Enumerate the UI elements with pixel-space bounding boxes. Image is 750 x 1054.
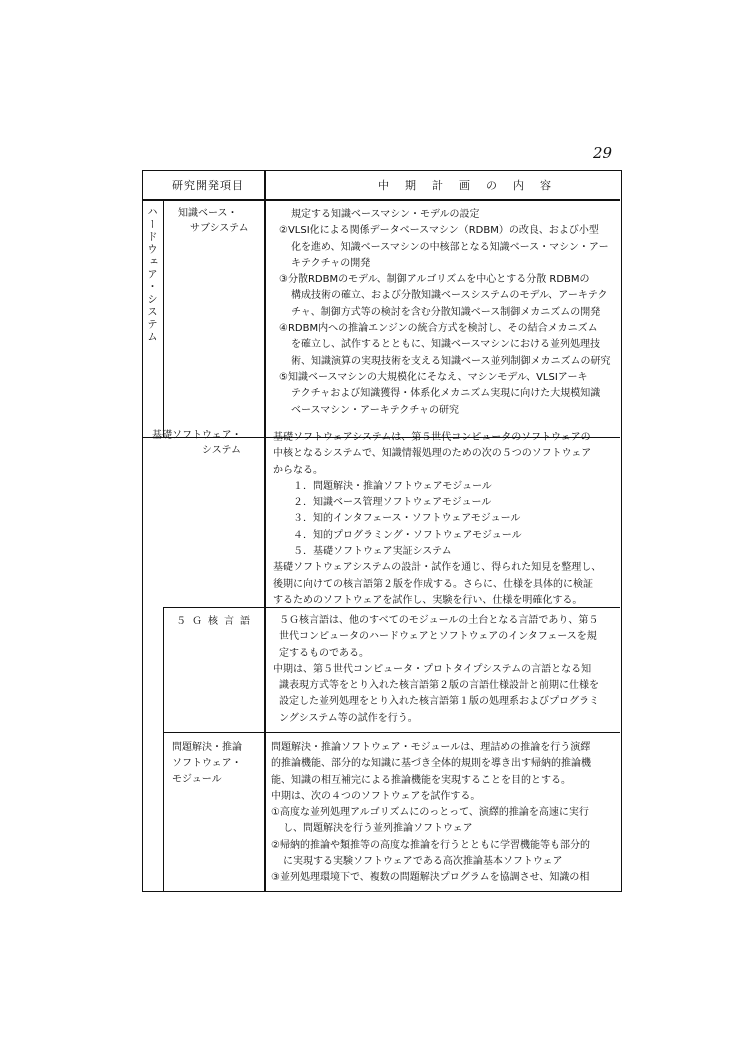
column-divider — [264, 171, 266, 891]
section-content: 規定する知識ベースマシン・モデルの設定 ②VLSI化による関係データベースマシン（RDBM）の改良、および小型 化を進め、知識ベースマシンの中核部となる知識ベース・マシン・アー キテクチャの開発 ③分散RDBMのモデル、制御アルゴリズムを中心とする分散 RDBMの 構成技術の確立、および分散知識ベースシステムのモデル、アーキテク チャ、制御方式等の検討を含む分散知識ベース制御メカニズムの開発 ④RDBM内への推論エンジンの統合方式を検討し、その結合メカニズム を確立し、試作するとともに、知識ベースマシンにおける並列処理技 術、知識演算の実現技術を支える知識ベース並列制御メカニズムの研究 ⑤知識ベースマシンの大規模化にそなえ、マシンモデル、VLSIアーキ テクチャおよび知識獲得・体系化メカニズム実現に向けた大規模知識 ベースマシン・アーキテクチャの研究 — [279, 209, 611, 416]
page-number: 29 — [593, 144, 613, 162]
section-label: 基礎ソフトウェア・ システム — [152, 430, 242, 456]
subitem-indent-line — [163, 607, 164, 891]
header-item-column: 研究開発項目 — [172, 179, 244, 192]
section-separator — [163, 732, 620, 733]
section-content: 問題解決・推論ソフトウェア・モジュールは、理詰めの推論を行う演繹 的推論機能、部分的な知識に基づき全体的規則を導き出す帰納的推論機 能、知識の相互補完による推論機能を実現することを目的とする。 中期は、次の４つのソフトウェアを試作する。 ①高度な並列処理アルゴリズムにのっとって、演繹的推論を高速に実行 し、問題解決を行う並列推論ソフトウェア ②帰納的推論や類推等の高度な推論を行うとともに学習機能等も部分的 に実現する実験ソフトウェアである高次推論基本ソフトウェア ③並列処理環境下で、複数の問題解決プログラムを協調させ、知識の相 — [271, 742, 591, 884]
section-label: 問題解決・推論 ソフトウェア・ モジュール — [172, 742, 242, 785]
side-divider — [163, 199, 164, 437]
section-label: ５Ｇ核言語 — [176, 616, 256, 627]
header-divider — [143, 199, 620, 201]
section-label: 知識ベース・ サブシステム — [178, 208, 249, 234]
side-category-label: ハードウェア・システム — [146, 206, 158, 344]
section-content: 基礎ソフトウェアシステムは、第５世代コンピュータのソフトウェアの 中核となるシステムで、知識情報処理のための次の５つのソフトウェア からなる。 １．問題解決・推論ソフトウェアモジュール ２．知識ベース管理ソフトウェアモジュール ３．知的インタフェース・ソフトウェアモジュール ４．知的プログラミング・ソフトウェアモジュール ５．基礎ソフトウェア実証システム 基礎ソフトウェアシステムの設計・試作を通じ、得られた知見を整理し、 後期に向けての核言語第２版を作成する。さらに、仕様を具体的に検証 するためのソフトウェアを試作し、実験を行い、仕様を明確化する。 — [273, 432, 602, 606]
section-content: ５Ｇ核言語は、他のすべてのモジュールの土台となる言語であり、第５ 世代コンピュータのハードウェアとソフトウェアのインタフェースを規 定するものである。 中期は、第５世代コンピュータ・プロトタイプシステムの言語となる知 識表現方式等をとり入れた核言語第２版の言語仕様設計と前期に仕様を 設定した並列処理をとり入れた核言語第１版の処理系およびプログラミ ングシステム等の試作を行う。 — [273, 615, 599, 724]
header-content-column: 中期計画の内容 — [378, 179, 567, 192]
